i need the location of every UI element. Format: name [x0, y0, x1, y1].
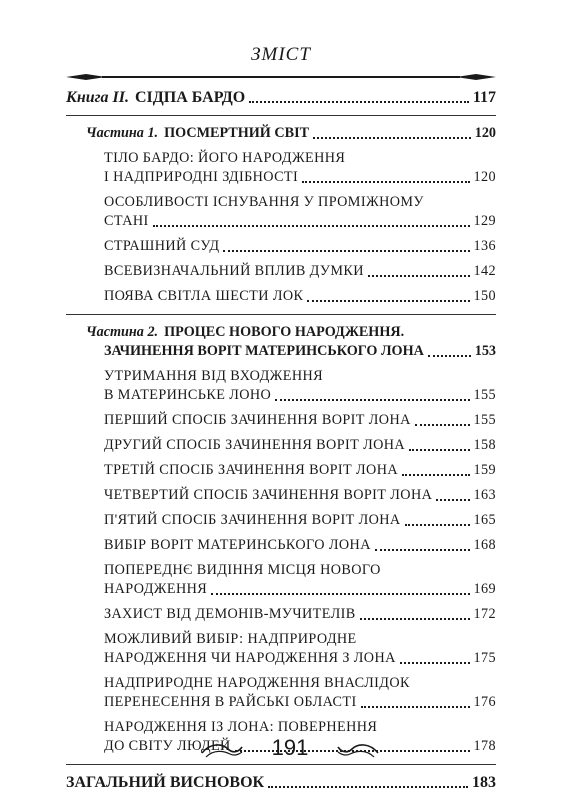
dot-leader — [409, 449, 469, 451]
dot-leader — [268, 786, 468, 788]
item-page: 163 — [473, 487, 496, 503]
item-line: НАДПРИРОДНЕ НАРОДЖЕННЯ ВНАСЛІДОК — [104, 675, 410, 691]
part1-page: 120 — [474, 125, 496, 141]
item-line: ДО СВІТУ ЛЮДЕЙ — [104, 738, 231, 754]
dot-leader — [400, 662, 470, 664]
list-item — [66, 262, 496, 281]
item-line: ПЕРШИЙ СПОСІБ ЗАЧИНЕННЯ ВОРІТ ЛОНА — [104, 412, 411, 428]
item-line: НАРОДЖЕННЯ ІЗ ЛОНА: ПОВЕРНЕННЯ — [104, 719, 378, 735]
item-page: 155 — [473, 412, 496, 428]
dot-leader — [415, 424, 470, 426]
header-title: ЗМІСТ — [251, 44, 311, 65]
item-page: 155 — [473, 387, 496, 403]
table-of-contents — [66, 88, 496, 792]
item-line: НАРОДЖЕННЯ — [104, 581, 208, 597]
divider — [66, 115, 496, 116]
toc-entry-book — [66, 88, 496, 107]
list-item — [66, 461, 496, 480]
list-item — [66, 411, 496, 430]
item-page: 159 — [473, 462, 496, 478]
dot-leader — [249, 101, 469, 103]
part2-prefix: Частина 2. — [86, 324, 159, 340]
page-number: 191 — [271, 735, 309, 760]
item-line: І НАДПРИРОДНІ ЗДІБНОСТІ — [104, 169, 299, 185]
item-page: 172 — [473, 606, 496, 622]
list-item — [66, 486, 496, 505]
item-line: ТРЕТІЙ СПОСІБ ЗАЧИНЕННЯ ВОРІТ ЛОНА — [104, 462, 398, 478]
dot-leader — [375, 549, 470, 551]
divider — [66, 314, 496, 315]
item-line: ОСОБЛИВОСТІ ІСНУВАННЯ У ПРОМІЖНОМУ — [104, 194, 424, 210]
dot-leader — [360, 618, 470, 620]
part2-page: 153 — [474, 343, 496, 359]
item-line: ВИБІР ВОРІТ МАТЕРИНСЬКОГО ЛОНА — [104, 537, 371, 553]
item-page: 176 — [473, 694, 496, 710]
item-page: 178 — [473, 738, 496, 754]
dot-leader — [153, 225, 470, 227]
book-title: СІДПА БАРДО — [135, 89, 246, 106]
item-page: 120 — [473, 169, 496, 185]
list-item — [66, 605, 496, 624]
list-item — [66, 630, 496, 668]
item-line: П'ЯТИЙ СПОСІБ ЗАЧИНЕННЯ ВОРІТ ЛОНА — [104, 512, 401, 528]
item-line: СТАНІ — [104, 213, 149, 229]
dot-leader — [307, 300, 469, 302]
item-line: ТІЛО БАРДО: ЙОГО НАРОДЖЕННЯ — [104, 150, 346, 166]
list-item — [66, 511, 496, 530]
list-item — [66, 367, 496, 405]
dot-leader — [313, 137, 471, 139]
toc-entry-part1 — [66, 124, 496, 143]
part1-title: ПОСМЕРТНИЙ СВІТ — [164, 125, 310, 141]
item-line: НАРОДЖЕННЯ ЧИ НАРОДЖЕННЯ З ЛОНА — [104, 650, 396, 666]
item-page: 142 — [473, 263, 496, 279]
toc-entry-part2 — [66, 323, 496, 361]
part2-title-line2: ЗАЧИНЕННЯ ВОРІТ МАТЕРИНСЬКОГО ЛОНА — [104, 343, 424, 359]
toc-entry-conclusion — [66, 773, 496, 792]
dot-leader — [223, 250, 469, 252]
dot-leader — [405, 524, 470, 526]
dot-leader — [402, 474, 470, 476]
item-line: ПОПЕРЕДНЄ ВИДІННЯ МІСЦЯ НОВОГО — [104, 562, 381, 578]
book-page: 117 — [472, 89, 496, 106]
dot-leader — [211, 593, 469, 595]
dot-leader — [302, 181, 469, 183]
item-line: ПЕРЕНЕСЕННЯ В РАЙСЬКІ ОБЛАСТІ — [104, 694, 357, 710]
book-prefix: Книга II. — [66, 89, 129, 106]
item-page: 169 — [473, 581, 496, 597]
right-swirl-icon — [336, 739, 380, 761]
item-line: ДРУГИЙ СПОСІБ ЗАЧИНЕННЯ ВОРІТ ЛОНА — [104, 437, 406, 453]
list-item — [66, 436, 496, 455]
dot-leader — [436, 499, 469, 501]
item-page: 175 — [473, 650, 496, 666]
dot-leader — [368, 275, 470, 277]
list-item — [66, 536, 496, 555]
list-item — [66, 149, 496, 187]
item-page: 150 — [473, 288, 496, 304]
conclusion-title: ЗАГАЛЬНИЙ ВИСНОВОК — [66, 774, 265, 791]
item-page: 168 — [473, 537, 496, 553]
item-page: 136 — [473, 238, 496, 254]
list-item — [66, 237, 496, 256]
ornamental-rule — [66, 72, 496, 82]
list-item — [66, 287, 496, 306]
conclusion-page: 183 — [472, 774, 496, 791]
item-line: ЗАХИСТ ВІД ДЕМОНІВ-МУЧИТЕЛІВ — [104, 606, 356, 622]
part2-item-list — [66, 367, 496, 756]
list-item — [66, 561, 496, 599]
part2-title-line1: ПРОЦЕС НОВОГО НАРОДЖЕННЯ. — [164, 324, 405, 340]
item-line: ВСЕВИЗНАЧАЛЬНИЙ ВПЛИВ ДУМКИ — [104, 263, 364, 279]
dot-leader — [428, 355, 471, 357]
item-line: ПОЯВА СВІТЛА ШЕСТИ ЛОК — [104, 288, 304, 304]
list-item — [66, 674, 496, 712]
item-line: ЧЕТВЕРТИЙ СПОСІБ ЗАЧИНЕННЯ ВОРІТ ЛОНА — [104, 487, 433, 503]
dot-leader — [361, 706, 470, 708]
item-line: СТРАШНИЙ СУД — [104, 238, 220, 254]
page-footer — [200, 735, 380, 767]
dot-leader — [275, 399, 469, 401]
item-line: В МАТЕРИНСЬКЕ ЛОНО — [104, 387, 272, 403]
item-line: УТРИМАННЯ ВІД ВХОДЖЕННЯ — [104, 368, 324, 384]
item-page: 158 — [473, 437, 496, 453]
item-page: 129 — [473, 213, 496, 229]
running-header — [66, 44, 496, 84]
part1-item-list — [66, 149, 496, 306]
item-page: 165 — [473, 512, 496, 528]
part1-prefix: Частина 1. — [86, 125, 159, 141]
list-item — [66, 193, 496, 231]
item-line: МОЖЛИВИЙ ВИБІР: НАДПРИРОДНЕ — [104, 631, 357, 647]
